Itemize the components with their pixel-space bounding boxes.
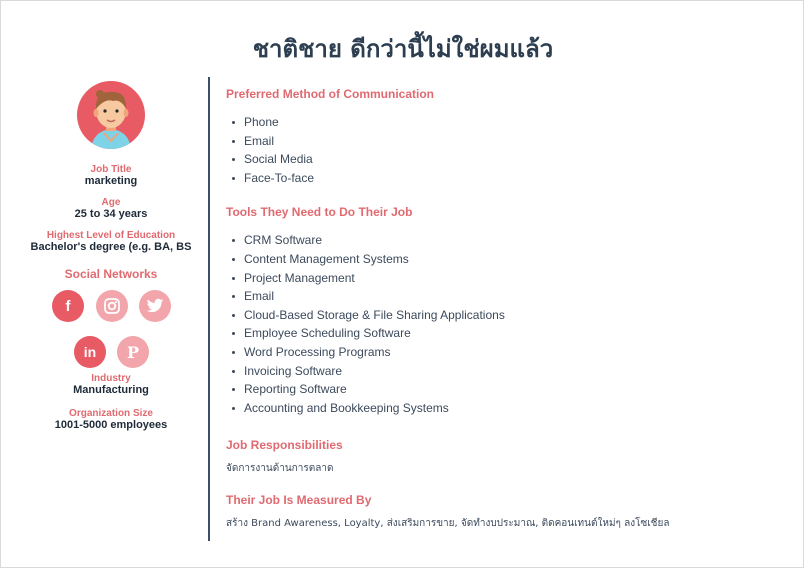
tools-list	[226, 231, 786, 417]
industry-label: Industry	[91, 373, 131, 384]
list-item: Cloud-Based Storage & File Sharing Applications	[226, 306, 786, 325]
industry-value: Manufacturing	[73, 384, 149, 396]
list-item: Reporting Software	[226, 380, 786, 399]
list-item: Employee Scheduling Software	[226, 324, 786, 343]
job-title-label: Job Title	[90, 164, 132, 175]
communication-list	[226, 113, 786, 187]
list-item: Project Management	[226, 269, 786, 288]
social-icons	[11, 281, 211, 371]
linkedin-icon[interactable]: in	[74, 336, 106, 368]
age-label: Age	[101, 197, 121, 208]
social-networks-label: Social Networks	[64, 267, 158, 281]
list-item: Accounting and Bookkeeping Systems	[226, 399, 786, 418]
list-item: Email	[226, 132, 786, 151]
communication-title: Preferred Method of Communication	[226, 87, 435, 101]
education-value: Bachelor's degree (e.g. BA, BS	[30, 241, 192, 253]
org-size-label: Organization Size	[69, 408, 153, 419]
age-value: 25 to 34 years	[74, 208, 148, 220]
responsibilities-title: Job Responsibilities	[226, 438, 343, 453]
list-item: Social Media	[226, 150, 786, 169]
education-label: Highest Level of Education	[46, 230, 176, 241]
list-item: Invoicing Software	[226, 362, 786, 381]
org-size-value: 1001-5000 employees	[54, 419, 168, 431]
profile-panel	[11, 79, 211, 431]
instagram-icon[interactable]	[96, 290, 128, 322]
persona-title: ชาติชาย ดีกว่านี้ไม่ใช่ผมแล้ว	[252, 35, 554, 63]
measured-title: Their Job Is Measured By	[226, 493, 372, 508]
pinterest-icon[interactable]: P	[117, 336, 149, 368]
avatar	[77, 81, 145, 149]
list-item: Face-To-face	[226, 169, 786, 188]
list-item: CRM Software	[226, 231, 786, 250]
list-item: Content Management Systems	[226, 250, 786, 269]
measured-text: สร้าง Brand Awareness, Loyalty, ส่งเสริมการขาย, จัดทำงบประมาณ, ติดคอนเทนต์ใหม่ๆ ลงโซเชียล	[226, 518, 670, 530]
details-panel	[226, 87, 786, 531]
responsibilities-text: จัดการงานด้านการตลาด	[226, 463, 334, 475]
vertical-divider	[208, 77, 210, 541]
list-item: Phone	[226, 113, 786, 132]
tools-title: Tools They Need to Do Their Job	[226, 205, 413, 220]
list-item: Email	[226, 287, 786, 306]
list-item: Word Processing Programs	[226, 343, 786, 362]
job-title-value: marketing	[84, 175, 138, 187]
facebook-icon[interactable]: f	[52, 290, 84, 322]
twitter-icon[interactable]	[139, 290, 171, 322]
